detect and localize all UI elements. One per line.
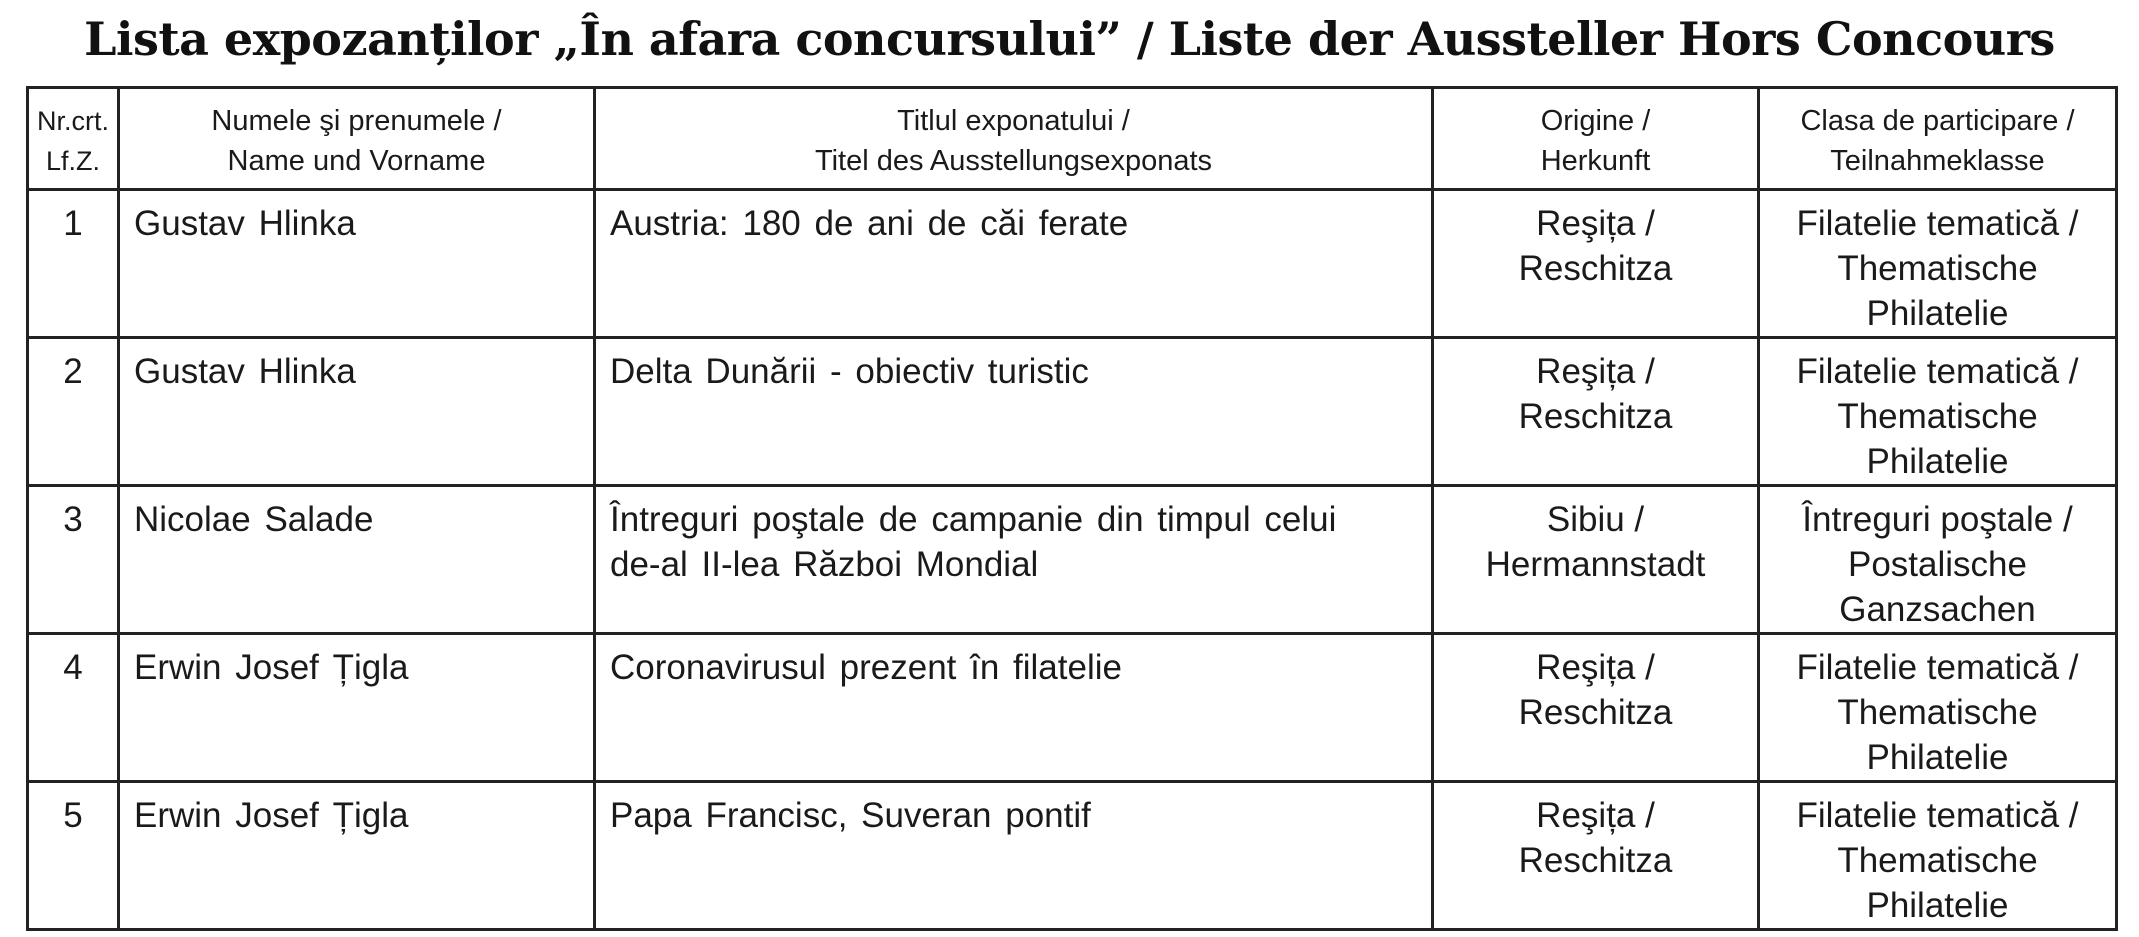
exhibit-title — [595, 190, 1433, 338]
exhibitor-origin — [1433, 634, 1759, 782]
participation-class — [1759, 634, 2117, 782]
exhibit-title — [595, 486, 1433, 634]
class-line: Philatelie — [1866, 886, 2009, 925]
class-line: Filatelie tematică / — [1796, 352, 2079, 391]
row-number: 2 — [28, 338, 119, 486]
origin-line: Reşița / — [1536, 796, 1655, 835]
column-header-name — [119, 88, 595, 190]
exhibit-title-line: de-al II-lea Război Mondial — [610, 545, 1039, 584]
class-line: Philatelie — [1866, 738, 2009, 777]
exhibitor-name: Erwin Josef Țigla — [119, 634, 595, 782]
exhibit-title-line: Austria: 180 de ani de căi ferate — [610, 204, 1129, 243]
exhibit-title-line: Întreguri poştale de campanie din timpul celui — [610, 500, 1337, 539]
class-line: Thematische — [1837, 841, 2038, 880]
row-number: 1 — [28, 190, 119, 338]
table-row — [28, 338, 2117, 486]
exhibit-title — [595, 782, 1433, 930]
column-header-line: Clasa de participare / — [1800, 105, 2075, 137]
class-line: Filatelie tematică / — [1796, 648, 2079, 687]
table-row — [28, 486, 2117, 634]
origin-line: Reschitza — [1518, 397, 1673, 436]
exhibit-title — [595, 634, 1433, 782]
exhibitor-name: Gustav Hlinka — [119, 338, 595, 486]
class-line: Ganzsachen — [1839, 590, 2036, 629]
class-line: Întreguri poştale / — [1802, 500, 2073, 539]
origin-line: Hermannstadt — [1485, 545, 1706, 584]
row-number: 4 — [28, 634, 119, 782]
exhibitor-origin — [1433, 338, 1759, 486]
class-line: Philatelie — [1866, 442, 2009, 481]
column-header-line: Titlul exponatului / — [897, 105, 1130, 137]
exhibitors-table — [26, 86, 2118, 931]
table-row — [28, 190, 2117, 338]
column-header-origin — [1433, 88, 1759, 190]
exhibitor-origin — [1433, 782, 1759, 930]
class-line: Filatelie tematică / — [1796, 796, 2079, 835]
origin-line: Reşița / — [1536, 352, 1655, 391]
column-header-line: Origine / — [1540, 105, 1651, 137]
column-header-line: Herkunft — [1540, 145, 1651, 177]
participation-class — [1759, 190, 2117, 338]
table-header-row — [28, 88, 2117, 190]
row-number: 3 — [28, 486, 119, 634]
column-header-line: Titel des Ausstellungsexponats — [814, 145, 1213, 177]
class-line: Filatelie tematică / — [1796, 204, 2079, 243]
exhibit-title-line: Papa Francisc, Suveran pontif — [610, 796, 1091, 835]
exhibitor-name: Nicolae Salade — [119, 486, 595, 634]
exhibitor-origin — [1433, 190, 1759, 338]
exhibit-title-line: Coronavirusul prezent în filatelie — [610, 648, 1122, 687]
column-header-class — [1759, 88, 2117, 190]
origin-line: Reschitza — [1518, 693, 1673, 732]
origin-line: Reşița / — [1536, 204, 1655, 243]
column-header-number — [28, 88, 119, 190]
participation-class — [1759, 782, 2117, 930]
page-title: Lista expozanților „În afara concursului” / Liste der Aussteller Hors Concours — [84, 12, 2055, 66]
origin-line: Reschitza — [1518, 841, 1673, 880]
class-line: Postalische — [1848, 545, 2027, 584]
exhibitor-name: Gustav Hlinka — [119, 190, 595, 338]
row-number: 5 — [28, 782, 119, 930]
table-row — [28, 634, 2117, 782]
origin-line: Reschitza — [1518, 249, 1673, 288]
origin-line: Reşița / — [1536, 648, 1655, 687]
origin-line: Sibiu / — [1546, 500, 1645, 539]
column-header-line: Teilnahmeklasse — [1830, 145, 2045, 177]
participation-class — [1759, 486, 2117, 634]
exhibit-title — [595, 338, 1433, 486]
column-header-line: Numele şi prenumele / — [211, 105, 502, 137]
column-header-line: Lf.Z. — [45, 146, 100, 176]
column-header-title — [595, 88, 1433, 190]
class-line: Thematische — [1837, 397, 2038, 436]
class-line: Thematische — [1837, 693, 2038, 732]
participation-class — [1759, 338, 2117, 486]
column-header-line: Name und Vorname — [227, 145, 486, 177]
exhibitor-origin — [1433, 486, 1759, 634]
class-line: Thematische — [1837, 249, 2038, 288]
column-header-line: Nr.crt. — [37, 106, 109, 136]
class-line: Philatelie — [1866, 294, 2009, 333]
table-row — [28, 782, 2117, 930]
exhibitor-name: Erwin Josef Țigla — [119, 782, 595, 930]
exhibit-title-line: Delta Dunării - obiectiv turistic — [610, 352, 1089, 391]
